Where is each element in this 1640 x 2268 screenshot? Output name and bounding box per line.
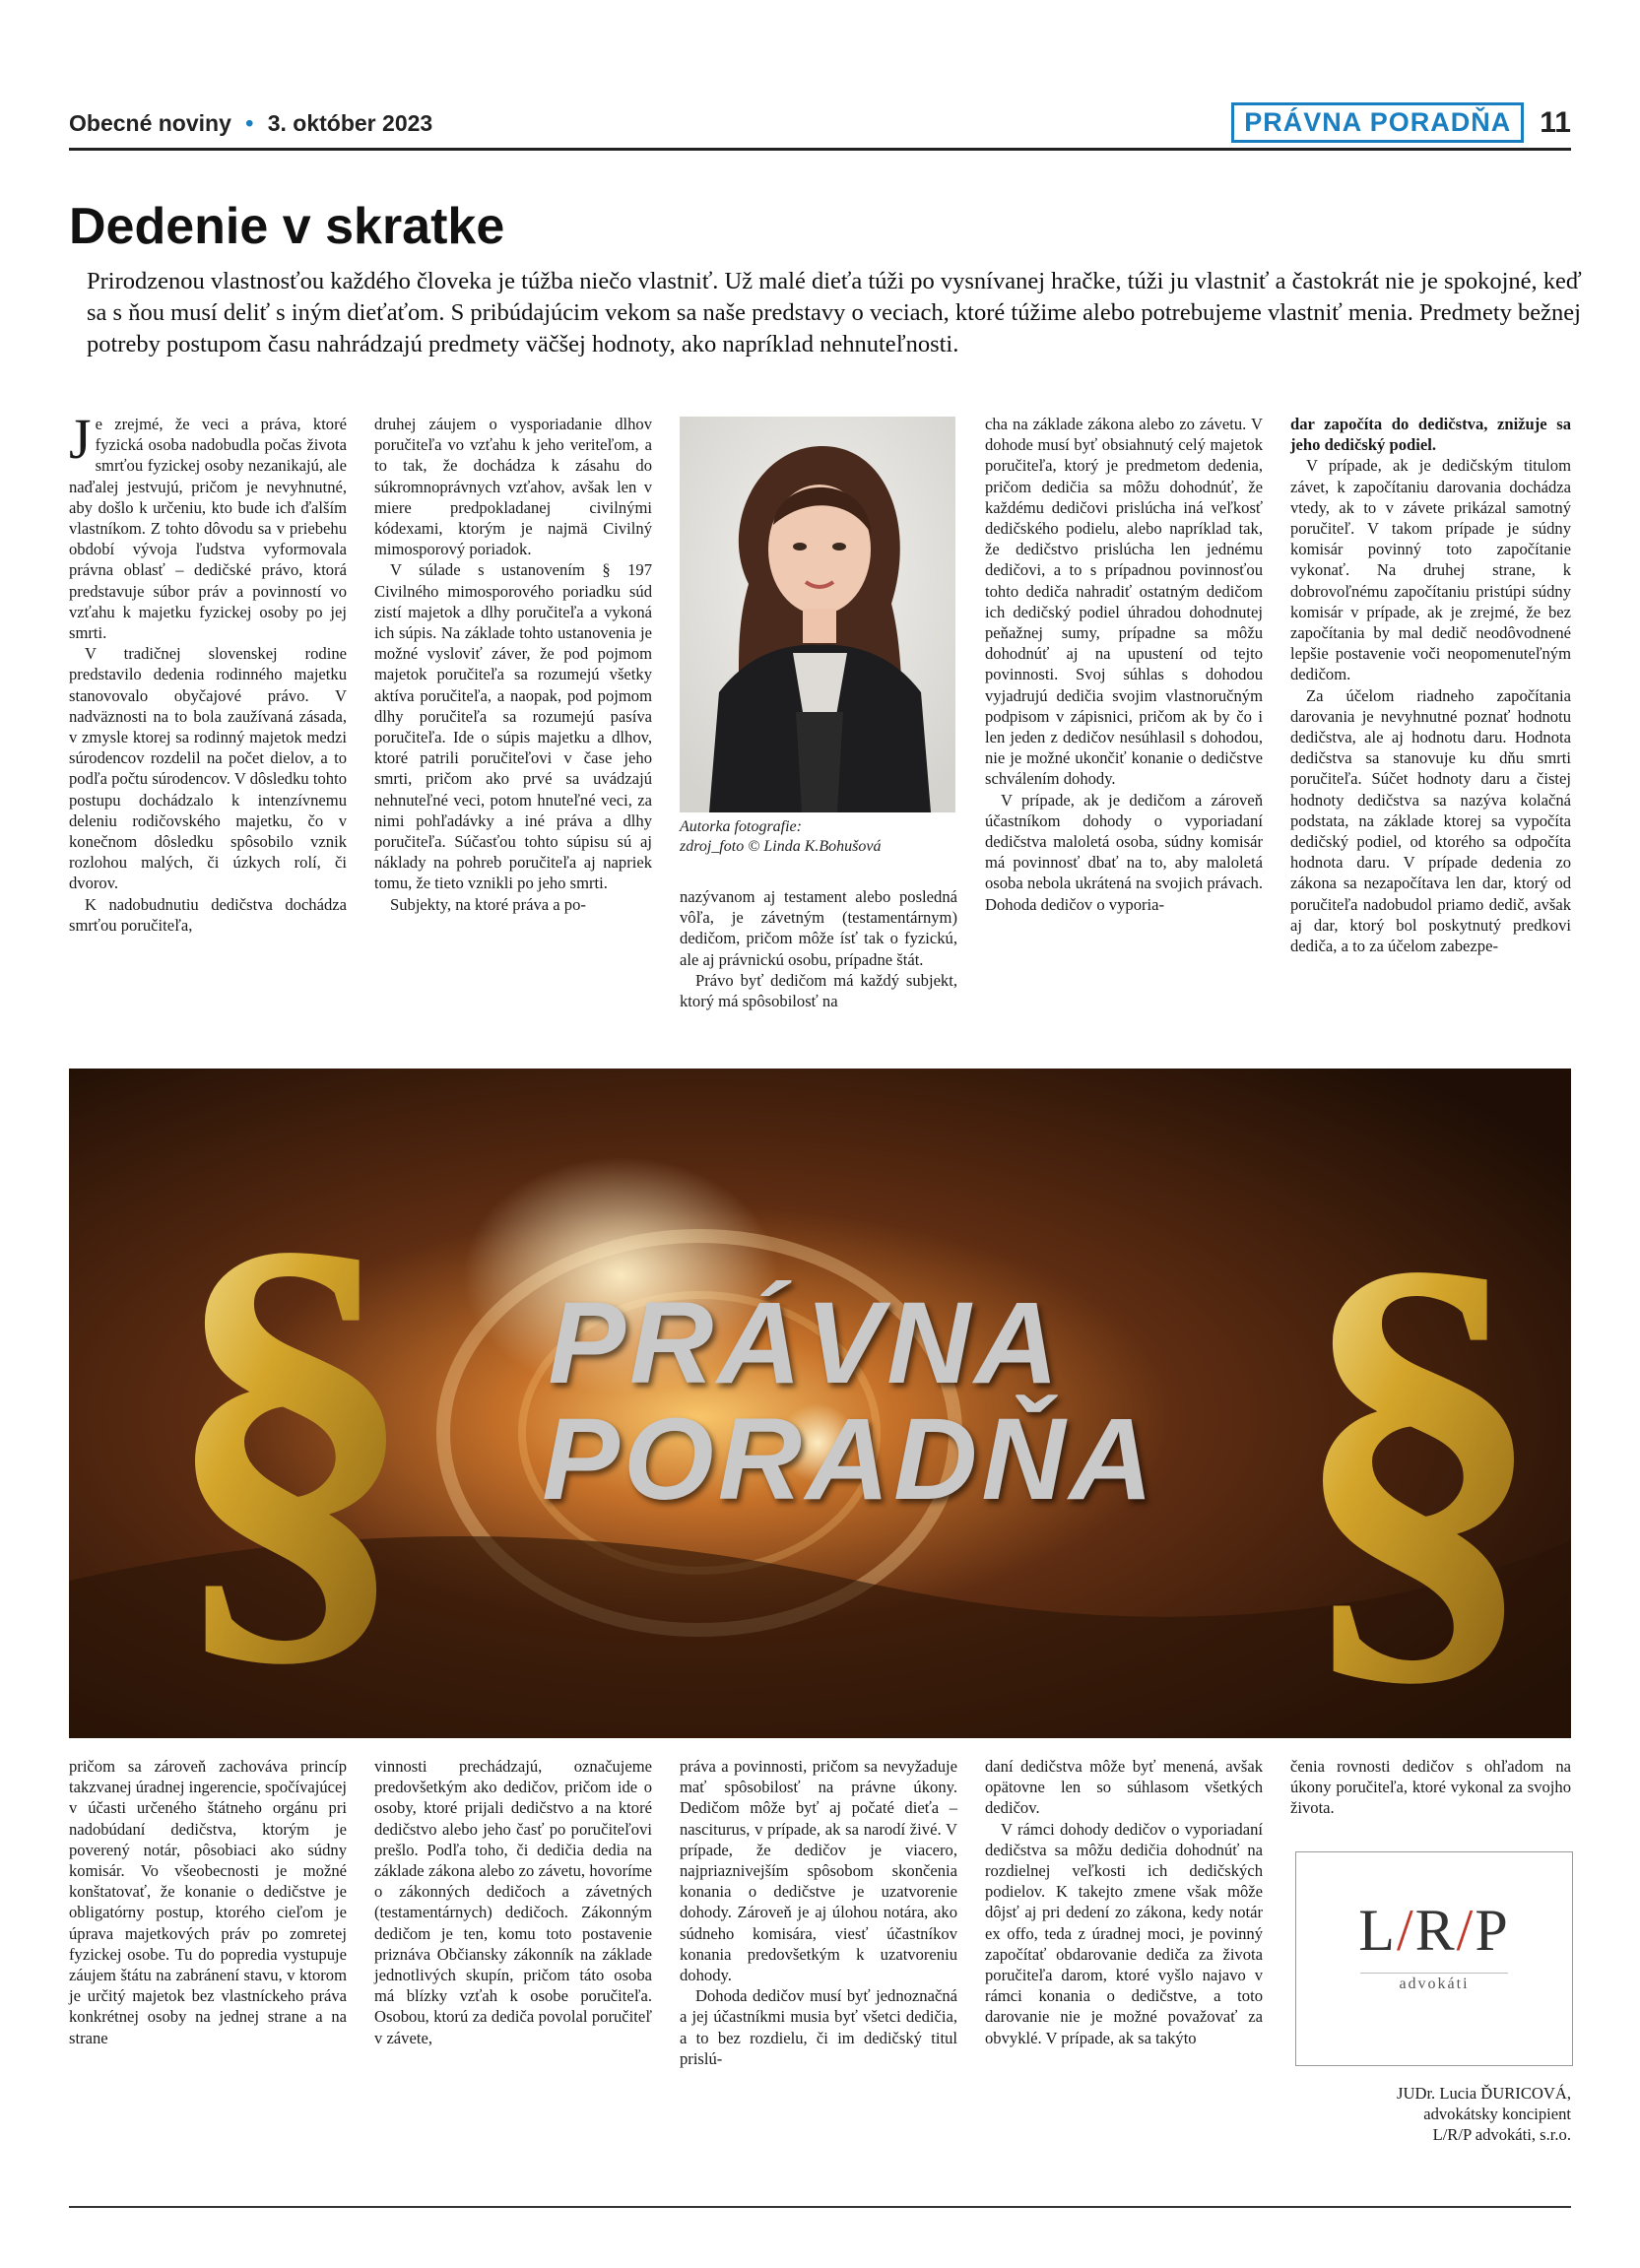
column-2-bottom [374,1756,652,2048]
section-label: PRÁVNA PORADŇA [1231,102,1524,143]
drop-cap: J [69,407,92,471]
paragraph: V tradičnej slovenskej rodine predstavilo dedenia rodinného majetku stanovovalo obyčajové právo. V nadväznosti na to bola zaužívaná zásada, v zmysle ktorej sa rodinný majetok medzi súrodencov rozdelil na počet dielov, a to podľa počtu súrodencov. V dôsledku tohto postupu dochádzalo k intenzívnemu deleniu rodičovského majetku, čo v konečnom dôsledku spôsobilo vznik rozlohou malých, či úzkych rolí, či dvorov. [69,644,347,893]
law-firm-logo [1295,1851,1573,2066]
masthead [69,110,432,137]
logo-divider [1360,1973,1508,1974]
footer-rule [69,2206,1571,2208]
page-number: 11 [1540,105,1571,139]
paragraph: K nadobudnutiu dedičstva dochádza smrťou poručiteľa, [69,894,347,935]
author-name: JUDr. Lucia ĎURICOVÁ, [1397,2084,1571,2103]
author-firm: L/R/P advokáti, s.r.o. [1432,2125,1571,2145]
paragraph: daní dedičstva môže byť menená, avšak opätovne len so súhlasom všetkých dedičov. [985,1757,1263,1818]
header-rule [69,148,1571,151]
paragraph: cha na základe zákona alebo zo závetu. V dohode musí byť obsiahnutý celý majetok poručiteľa, ktorý je predmetom dedenia, pričom dedičia sa môžu dohodnúť, že každému dedičovi prislúcha iná veľkosť dedičského podielu, alebo napríklad tak, že dedičstvo prislúcha len jednému dedičovi, a to s prípadnou povinnosťou tohto dediča nahradiť ostatným dedičom ich dedičský podiel úhradou dohodnutej peňažnej sumy, prípadne sa môžu dohodnúť aj na upustení od tejto povinnosti. Svoj súhlas s dohodou vyjadrujú dedičia svojim vlastnoručným podpisom v zápisnici, pričom ak by čo i len jeden z dedičov nesúhlasil s dohodou, nie je možné ukončiť konanie o dedičstve schválením dohody. [985,415,1263,789]
column-3-top [680,886,957,1011]
paragraph: Právo byť dedičom má každý subjekt, ktorý má spôsobilosť na [680,970,957,1011]
author-role: advokátsky koncipient [1423,2105,1571,2124]
portrait-illustration [680,417,955,812]
paragraph: Subjekty, na ktoré práva a po- [390,894,586,914]
paragraph: práva a povinnosti, pričom sa nevyžaduje mať spôsobilosť na právne úkony. Dedičom môže byť aj počaté dieťa – nasciturus, v prípade, ak sa narodí živé. V prípade, že dedičov je viacero, najpriaznivejším spôsobom skončenia konania o dedičstve je uzatvorenie dohody. Zároveň je aj úlohou notára, ako súdneho komisára, viesť účastníkov konania predovšetkým k uzatvoreniu dohody. [680,1757,957,1985]
column-4-bottom [985,1756,1263,2048]
article-lead: Prirodzenou vlastnosťou každého človeka je túžba niečo vlastniť. Už malé dieťa túži po vysnívanej hračke, túži ju vlastniť a častokrát nie je spokojné, keď sa s ňou musí deliť s iným dieťaťom. S pribúdajúcim vekom sa naše predstavy o veciach, ktoré túžime alebo potrebujeme vlastniť menia. Predmety bežnej potreby postupom času nahrádzajú predmety väčšej hodnoty, ako napríklad nehnuteľnosti. [87,268,1582,357]
paragraph: Je zrejmé, že veci a práva, ktoré fyzická osoba nadobudla počas života smrťou fyzickej osoby nezanikajú, ale naďalej jestvujú, pričom je nevyhnutné, aby došlo k určeniu, kto bude ich ďalším vlastníkom. Z tohto dôvodu sa v priebehu období vývoja ľudstva vyformovala právna oblasť – dedičské právo, ktorá predstavuje súbor práv a povinností vo vzťahu k majetku fyzickej osoby po jej smrti. [69,407,347,643]
paragraph: čenia rovnosti dedičov s ohľadom na úkony poručiteľa, ktoré vykonal za svojho života. [1290,1757,1571,1818]
section-sign-icon: § [1290,1165,1546,1731]
photo-caption-line-2: zdroj_foto © Linda K.Bohušová [680,838,882,855]
paragraph: nazývanom aj testament alebo posledná vôľa, je závetným (testamentárnym) dedičom, pričom môže ísť tak o fyzickú, ale aj právnickú osobu, prípadne štát. [680,887,957,969]
paragraph: druhej záujem o vysporiadanie dlhov poručiteľa vo vzťahu k jeho veriteľom, a to tak, že dochádza k zásahu do súkromnoprávnych vzťahov, avšak len v miere predpokladanej civilnými kódexami, ktorým je najmä Civilný mimosporový poriadok. [374,415,652,559]
paragraph-bold: dar započíta do dedičstva, znižuje sa jeho dedičský podiel. [1290,415,1571,455]
legal-advice-banner [69,1069,1571,1738]
banner-title [69,1278,1571,1524]
banner-title-line-2: PORADŇA [542,1394,1157,1524]
column-2-top [374,414,652,915]
header-separator: • [245,110,254,136]
section-sign-icon: § [163,1145,419,1712]
author-signature [1397,2083,1571,2146]
banner-title-line-1: PRÁVNA [548,1278,1063,1408]
column-4-top [985,414,1263,915]
law-firm-logo-subtitle: advokáti [1399,1976,1470,1992]
paragraph: vinnosti prechádzajú, označujeme predovšetkým ako dedičov, pričom ide o osoby, ktoré prijali dedičstvo a na ktoré dedičstvo alebo jeho časť po poručiteľovi prešlo. Podľa toho, či dedičia dedia na základe zákona alebo zo závetu, hovoríme o zákonných dedičoch a závetných (testamentárnych) dedičoch. Zákonným dedičom je ten, komu toto postavenie priznáva Občiansky zákonník na základe jednotlivých skupín, pričom táto osoba má blízky vzťah k osobe poručiteľa. Osobou, ktorú za dediča povolal poručiteľ v závete, [374,1757,652,2047]
column-1-bottom [69,1756,347,2048]
paragraph: V rámci dohody dedičov o vyporiadaní dedičstva sa môžu dedičia dohodnúť na rozdielnej veľkosti ich dedičských podielov. K takejto zmene však môže dôjsť aj pri dedení zo zákona, kedy notár ex offo, teda z úradnej moci, je povinný započítať obdarovanie dediča za života poručiteľa darom, ktoré vyšlo najavo v rámci konania o dedičstve, a toto darovanie nie je možné považovať za obvyklé. V prípade, ak sa takýto [985,1819,1263,2047]
article-title: Dedenie v skratke [69,198,505,255]
law-firm-logo-mark: L/R/P [1358,1898,1510,1963]
paragraph: V prípade, ak je dedičom a zároveň účastníkom dohody o vyporiadaní dedičstva maloletá osoba, súdny komisár má povinnosť dbať na to, aby maloletá osoba nebola ukrátená na svojich právach. Dohoda dedičov o vyporia- [985,790,1263,914]
publication-name: Obecné noviny [69,110,231,136]
column-5-top [1290,414,1571,956]
paragraph: V prípade, ak je dedičským titulom závet, k započítaniu darovania dochádza vtedy, ak to v závete prikázal samotný poručiteľ. V takom prípade je súdny komisár povinný toto započítanie vykonať. Na druhej strane, k dobrovoľnému započítaniu pristúpi súdny komisár v prípade, ak je zrejmé, že bez započítania by mal dedič neodôvodnené lepšie postavenie voči neopomenuteľným dedičom. [1290,456,1571,684]
header-right [1231,102,1571,143]
paragraph: pričom sa zároveň zachováva princíp takzvanej úradnej ingerencie, spočívajúcej v účasti určeného štátneho orgánu pri nadobúdaní dedičstva, ktorým je poverený notár, pôsobiaci ako súdny komisár. Vo všeobecnosti je možné konštatovať, že konanie o dedičstve je obligatórny postup, ktorého cieľom je úprava majetkových práv po zomretej fyzickej osobe. Tu do popredia vystupuje záujem štátu na zabránení stavu, v ktorom je určitý majetok bez vlastníckeho práva konkrétnej osoby na jednej strane a na strane [69,1757,347,2047]
column-1-top [69,407,347,936]
photo-caption-line-1: Autorka fotografie: [680,818,802,835]
column-5-bottom [1290,1756,1571,1819]
paragraph: Za účelom riadneho započítania darovania je nevyhnutné poznať hodnotu dedičstva, ale aj hodnotu daru. Hodnota dedičstva sa stanovuje ku dňu smrti poručiteľa. Súčet hodnoty daru a čistej hodnoty dedičstva sa nazýva kolačná podstata, na základe ktorej sa vypočíta dedičský podiel, od ktorého sa odpočíta hodnota daru. V prípade dedenia zo zákona sa nezapočítava len dar, ktorý od poručiteľa nadobudol priamo dedič, avšak aj dar, ktorý bol poskytnutý predkovi dediča, a to za účelom zabezpe- [1290,685,1571,956]
photo-caption [680,817,955,857]
issue-date: 3. október 2023 [267,110,433,136]
paragraph: V súlade s ustanovením § 197 Civilného mimosporového poriadku súd zistí majetok a dlhy poručiteľa a vykoná ich súpis. Na základe tohto ustanovenia je možné vysloviť záver, že pod pojmom majetok poručiteľa sa rozumejú všetky aktíva poručiteľa, a naopak, pod pojmom dlhy poručiteľa sa rozumejú pasíva poručiteľa. Ide o súpis majetku a dlhov, ktoré patrili poručiteľovi v čase jeho smrti, pričom ako prvé sa uvádzajú nehnuteľné veci, potom hnuteľné veci, za nimi pohľadávky a iné práva a dlhy poručiteľa. Súčasťou tohto súpisu sú aj náklady na pohreb poručiteľa aj napriek tomu, že tieto vznikli po jeho smrti. [374,560,652,893]
column-3-bottom [680,1756,957,2069]
author-photo [680,417,955,812]
paragraph: Dohoda dedičov musí byť jednoznačná a jej účastníkmi musia byť všetci dedičia, a to bez rozdielu, či im dedičský titul prislú- [680,1986,957,2068]
